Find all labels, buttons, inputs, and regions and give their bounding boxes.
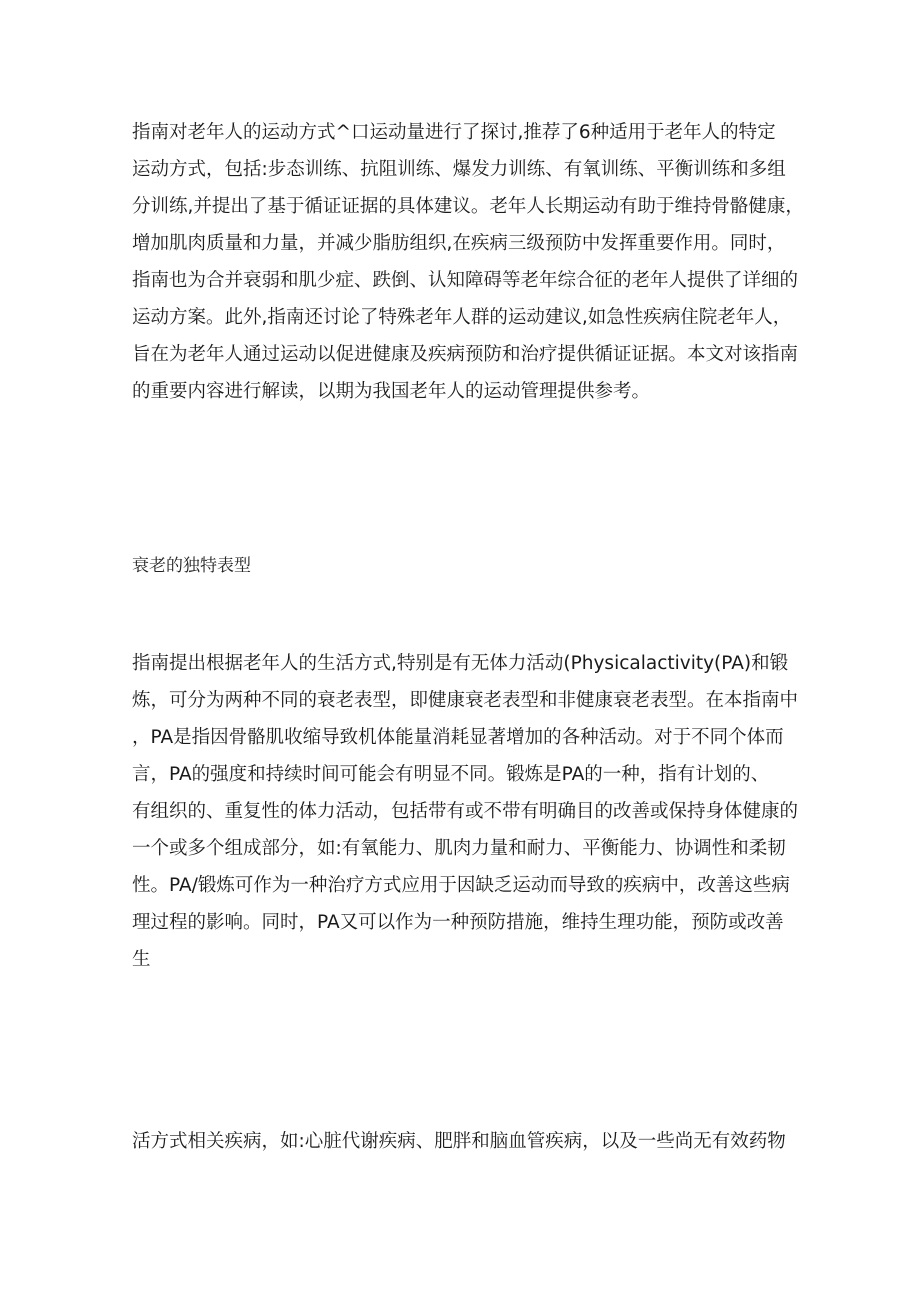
paragraph-line: 的重要内容进行解读，以期为我国老年人的运动管理提供参考。	[132, 381, 651, 402]
paragraph-line: 指南对老年人的运动方式^口运动量进行了探讨,推荐了6种适用于老年人的特定	[132, 122, 776, 143]
paragraph-line: 言，PA的强度和持续时间可能会有明显不同。锻炼是PA的一种，指有计划的、	[132, 764, 770, 785]
phenotype-paragraph	[132, 645, 808, 978]
paragraph-line: 有组织的、重复性的体力活动，包括带有或不带有明确目的改善或保持身体健康的	[132, 801, 799, 822]
paragraph-line: 性。PA/锻炼可作为一种治疗方式应用于因缺乏运动而导致的疾病中，改善这些病	[132, 875, 790, 896]
paragraph-line: 旨在为老年人通过运动以促进健康及疾病预防和治疗提供循证证据。本文对该指南	[132, 344, 799, 365]
paragraph-line: 一个或多个组成部分，如:有氧能力、肌肉力量和耐力、平衡能力、协调性和柔韧	[132, 838, 786, 859]
paragraph-line: ，PA是指因骨骼肌收缩导致机体能量消耗显著增加的各种活动。对于不同个体而	[132, 727, 784, 748]
paragraph-line: 分训练,并提出了基于循证证据的具体建议。老年人长期运动有助于维持骨骼健康，	[132, 196, 804, 217]
paragraph-line: 增加肌肉质量和力量，并减少脂肪组织,在疾病三级预防中发挥重要作用。同时，	[132, 233, 786, 254]
paragraph-line: 理过程的影响。同时，PA又可以作为一种预防措施，维持生理功能，预防或改善	[132, 912, 784, 933]
paragraph-line: 炼，可分为两种不同的衰老表型，即健康衰老表型和非健康衰老表型。在本指南中	[132, 690, 799, 711]
paragraph-line: 指南提出根据老年人的生活方式,特别是有无体力活动(Physicalactivity(PA)和锻	[132, 653, 789, 674]
section-heading: 衰老的独特表型	[132, 556, 251, 576]
continued-paragraph	[132, 1123, 808, 1160]
paragraph-line: 运动方式，包括:步态训练、抗阻训练、爆发力训练、有氧训练、平衡训练和多组	[132, 159, 786, 180]
paragraph-line: 运动方案。此外,指南还讨论了特殊老年人群的运动建议,如急性疾病住院老年人，	[132, 307, 792, 328]
paragraph-line: 指南也为合并衰弱和肌少症、跌倒、认知障碍等老年综合征的老年人提供了详细的	[132, 270, 799, 291]
paragraph-line: 生	[132, 949, 151, 970]
intro-paragraph	[132, 114, 808, 410]
paragraph-line: 活方式相关疾病，如:心脏代谢疾病、肥胖和脑血管疾病，以及一些尚无有效药物	[132, 1131, 786, 1152]
